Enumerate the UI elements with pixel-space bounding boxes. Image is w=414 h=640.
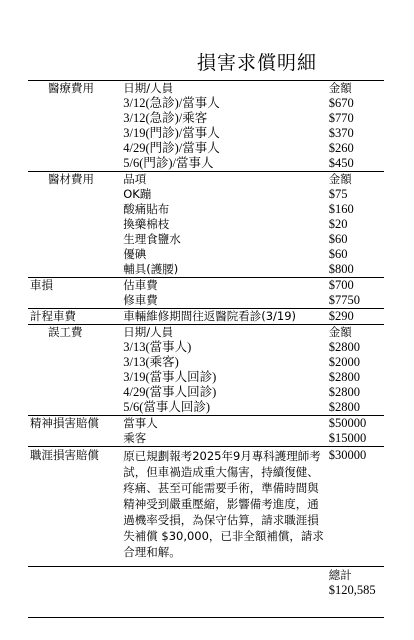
table-row: 修車費 $7750 — [123, 293, 360, 307]
table-row: 輔具(護腰) $800 — [123, 262, 354, 276]
medical-col-desc: 日期/人員 — [121, 81, 327, 97]
total-label: 總計 — [328, 568, 352, 582]
supplies-category: 醫材費用 — [28, 172, 121, 188]
table-row: OK蹦 $75 — [123, 187, 348, 201]
table-row: 3/12(急診)/乘客 $770 — [123, 111, 354, 125]
supplies-col-desc: 品項 — [121, 172, 327, 188]
table-row: 生理食鹽水 $60 — [123, 232, 348, 246]
table-row: 3/19(當事人回診) $2800 — [123, 370, 360, 384]
table-row: 換藥棉枝 $20 — [123, 217, 348, 231]
total-row — [28, 567, 384, 599]
table-row: 計程車費 車輛維修期間往返醫院看診(3/19) $290 — [28, 309, 384, 325]
career-category: 職涯損害賠償 — [28, 447, 121, 567]
medical-col-amt: 金額 — [327, 81, 384, 97]
supplies-col-amt: 金額 — [327, 172, 384, 188]
table-row: 精神損害賠償 當事人 $50000 — [28, 416, 384, 432]
medical-header-row — [28, 81, 384, 97]
lost-work-category: 誤工費 — [28, 325, 121, 341]
page-title: 損害求償明細 — [196, 52, 317, 74]
table-row: 酸痛貼布 $160 — [123, 202, 354, 216]
table-row: 4/29(門診)/當事人 $260 — [123, 141, 354, 155]
taxi-category: 計程車費 — [28, 309, 121, 325]
table-row: 5/6(當事人回診) $2800 — [123, 400, 360, 414]
career-description: 原已規劃報考2025年9月專科護理師考試，但車禍造成重大傷害，持續復健、疼痛、甚至可能需要手術，準備時間與精神受到嚴重壓縮，影響備考進度，通過機率受損，為保守估算，請求職涯損失補償 $30,000，已非全額補償，請求合理和解。 — [121, 447, 327, 567]
claim-table — [28, 80, 384, 598]
lost-work-col-amt: 金額 — [327, 325, 384, 341]
table-row: 3/13(乘客) $2000 — [123, 355, 360, 369]
table-row: 4/29(當事人回診) $2800 — [123, 385, 360, 399]
total-amount: $120,585 — [328, 583, 376, 597]
table-row: 3/19(門診)/當事人 $370 — [123, 126, 354, 140]
table-row: 乘客 $15000 — [123, 431, 367, 445]
supplies-header-row — [28, 172, 384, 188]
table-row: 3/13(當事人) $2800 — [123, 340, 360, 354]
lost-work-header-row — [28, 325, 384, 341]
table-row: 5/6(門診)/當事人 $450 — [123, 156, 354, 170]
vehicle-category: 車損 — [28, 278, 121, 294]
mental-category: 精神損害賠償 — [28, 416, 121, 432]
medical-category: 醫療費用 — [28, 81, 121, 97]
table-row: 職涯損害賠償 原已規劃報考2025年9月專科護理師考試，但車禍造成重大傷害，持續復健、疼痛、甚至可能需要手術，準備時間與精神受到嚴重壓縮，影響備考進度，通過機率受損，為保守估算，請求職涯損失補償 $30,000，已非全額補償，請求合理和解。 $30000 — [28, 447, 384, 567]
table-row: 優碘 $60 — [123, 247, 348, 261]
table-row: 3/12(急診)/當事人 $670 — [123, 96, 354, 110]
lost-work-col-desc: 日期/人員 — [121, 325, 327, 341]
table-row: 車損 估車費 $700 — [28, 278, 384, 294]
table-bottom-border — [28, 617, 384, 618]
